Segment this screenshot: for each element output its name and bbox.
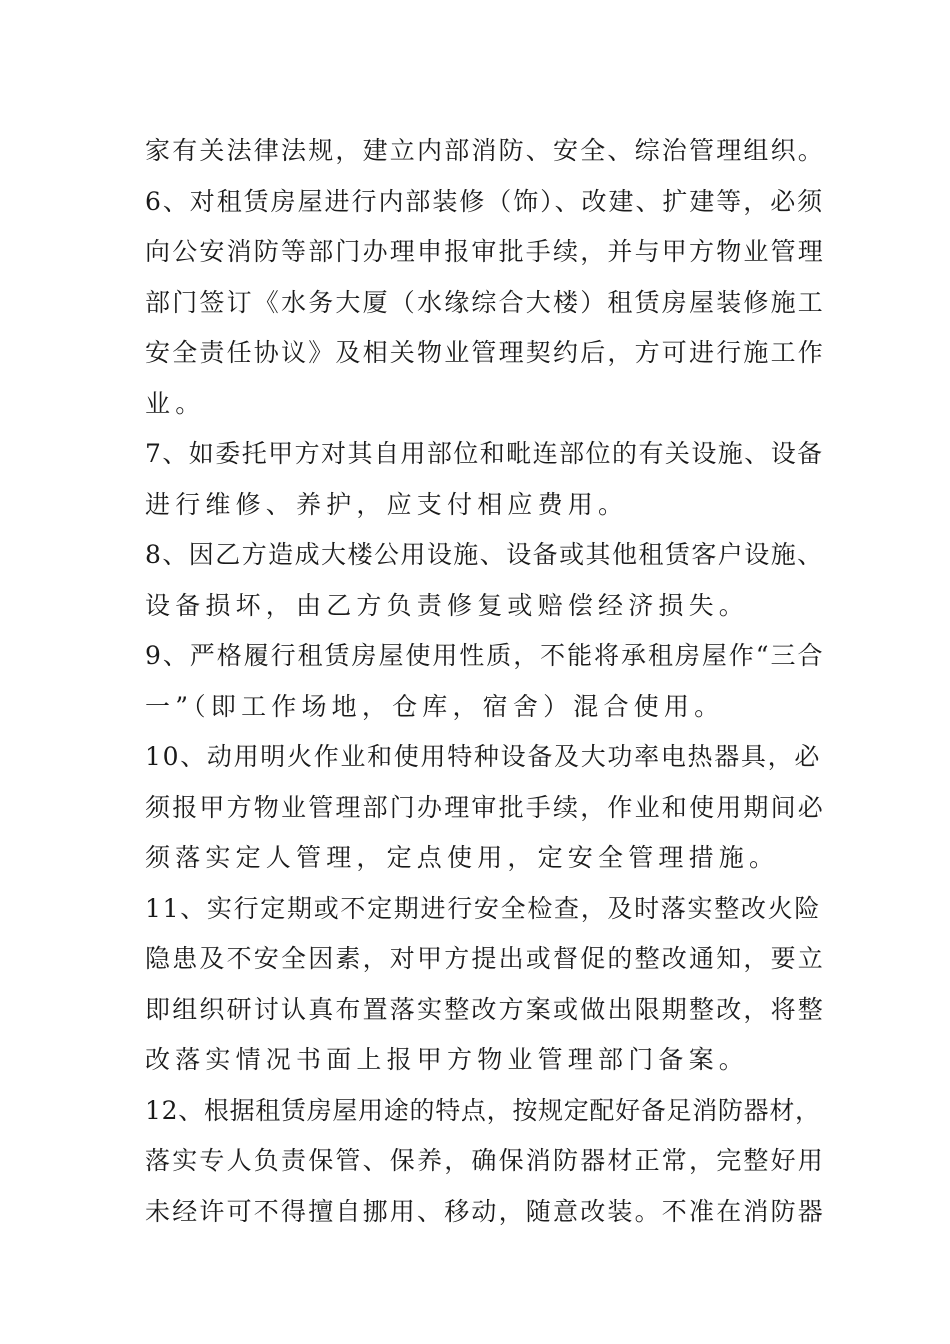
text-line: 向公安消防等部门办理申报审批手续，并与甲方物业管理 (145, 237, 826, 266)
text-line: 须落实定人管理，定点使用，定安全管理措施。 (145, 843, 780, 872)
text-line: 未经许可不得擅自挪用、移动，随意改装。不准在消防器 (145, 1196, 826, 1226)
text-line: 设备损坏，由乙方负责修复或赔偿经济损失。 (145, 590, 750, 620)
text-line: 进行维修、养护，应支付相应费用。 (145, 489, 629, 519)
text-line: 11、实行定期或不定期进行安全检查，及时落实整改火险 (145, 893, 822, 923)
text-line: 10、动用明火作业和使用特种设备及大功率电热器具，必 (145, 742, 822, 771)
text-line: 业。 (145, 388, 206, 418)
text-line: 落实专人负责保管、保养，确保消防器材正常，完整好用 (145, 1146, 826, 1175)
text-line: 改落实情况书面上报甲方物业管理部门备案。 (145, 1045, 750, 1074)
text-line: 7、如委托甲方对其自用部位和毗连部位的有关设施、设备 (145, 439, 824, 468)
text-line: 须报甲方物业管理部门办理审批手续，作业和使用期间必 (145, 792, 826, 822)
text-line: 一”（即工作场地，仓库，宿舍）混合使用。 (145, 691, 725, 721)
document-body (145, 126, 826, 1237)
text-line: 12、根据租赁房屋用途的特点，按规定配好备足消防器材， (145, 1095, 821, 1125)
text-line: 隐患及不安全因素，对甲方提出或督促的整改通知，要立 (145, 944, 826, 973)
text-line: 8、因乙方造成大楼公用设施、设备或其他租赁客户设施、 (145, 540, 824, 569)
text-line: 6、对租赁房屋进行内部装修（饰）、改建、扩建等，必须 (145, 186, 825, 216)
text-line: 部门签订《水务大厦（水缘综合大楼）租赁房屋装修施工 (145, 287, 826, 317)
text-line: 即组织研讨认真布置落实整改方案或做出限期整改，将整 (145, 994, 826, 1024)
text-line: 安全责任协议》及相关物业管理契约后，方可进行施工作 (145, 338, 826, 367)
text-line: 9、严格履行租赁房屋使用性质，不能将承租房屋作“三合 (145, 641, 825, 670)
text-line: 家有关法律法规，建立内部消防、安全、综治管理组织。 (145, 136, 826, 165)
